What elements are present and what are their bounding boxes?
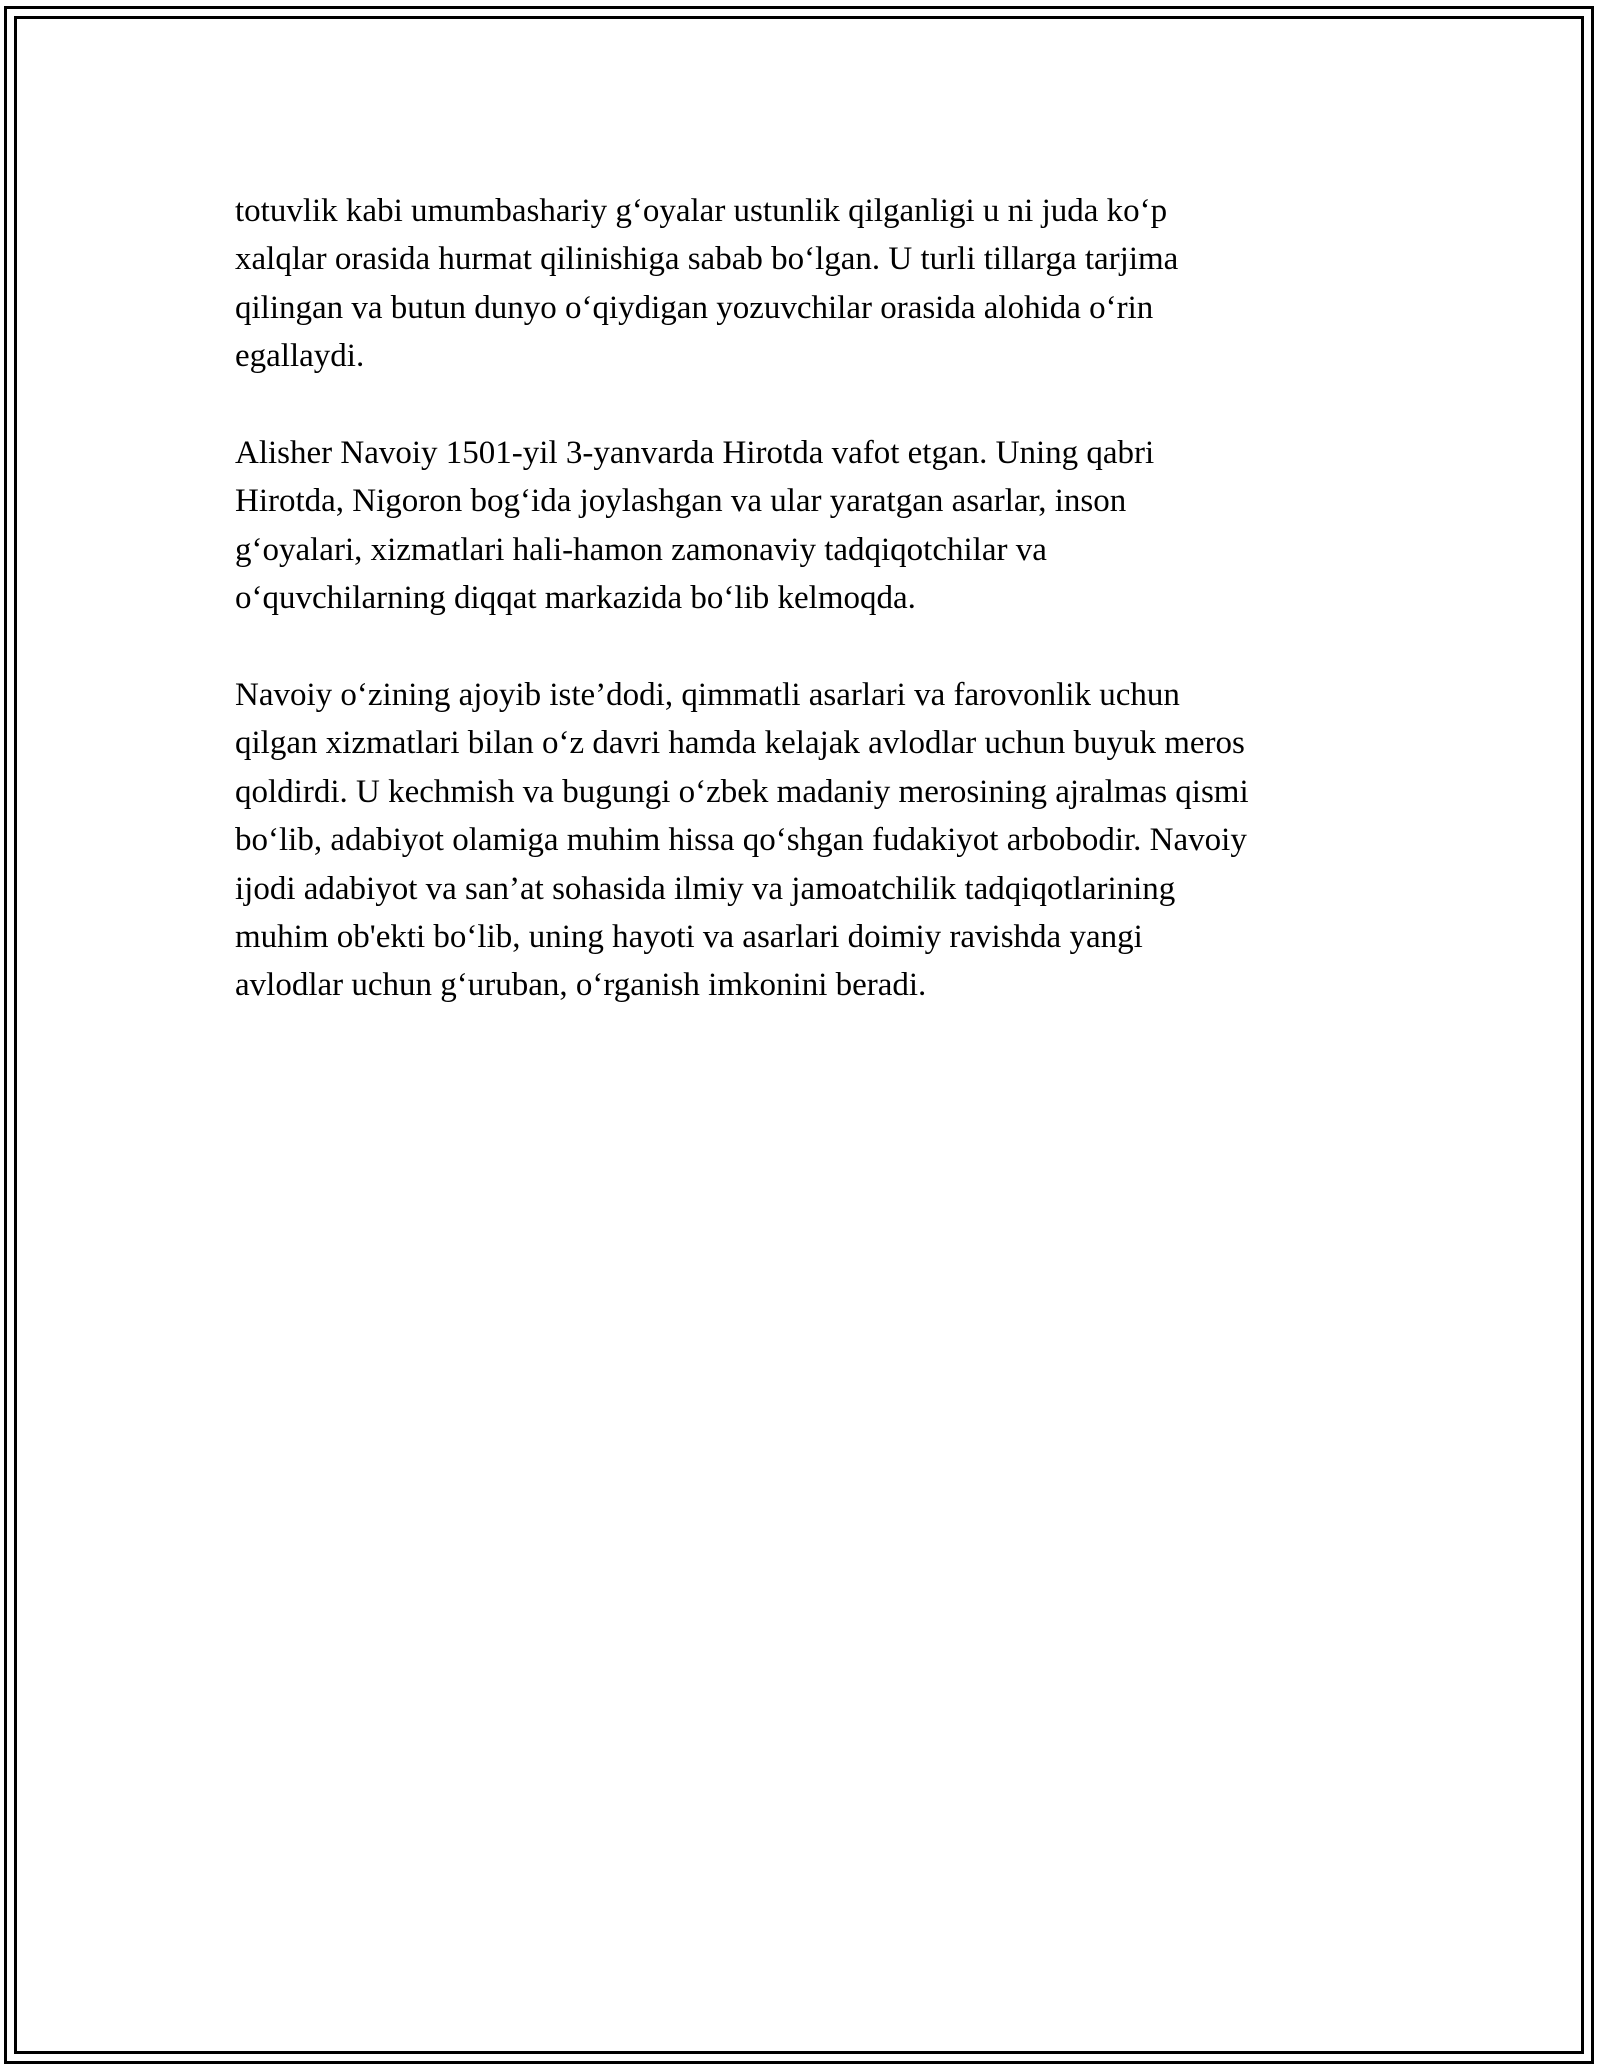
paragraph-2 xyxy=(235,429,1375,623)
text-line: bo‘lib, adabiyot olamiga muhim hissa qo‘shgan fudakiyot arbobodir. Navoiy xyxy=(235,822,1247,859)
document-body xyxy=(235,187,1375,1058)
text-line: Navoiy o‘zining ajoyib iste’dodi, qimmatli asarlari va farovonlik uchun xyxy=(235,677,1180,714)
text-line: Hirotda, Nigoron bog‘ida joylashgan va ular yaratgan asarlar, inson xyxy=(235,483,1127,520)
text-line: totuvlik kabi umumbashariy g‘oyalar ustunlik qilganligi u ni juda ko‘p xyxy=(235,193,1168,229)
text-line: egallaydi. xyxy=(235,338,365,375)
text-line: qoldirdi. U kechmish va bugungi o‘zbek madaniy merosining ajralmas qismi xyxy=(235,773,1249,810)
text-line: avlodlar uchun g‘uruban, o‘rganish imkonini beradi. xyxy=(235,967,927,1004)
text-line: Alisher Navoiy 1501-yil 3-yanvarda Hirotda vafot etgan. Uning qabri xyxy=(235,435,1155,472)
text-line: qilingan va butun dunyo o‘qiydigan yozuvchilar orasida alohida o‘rin xyxy=(235,289,1154,326)
text-line: qilgan xizmatlari bilan o‘z davri hamda kelajak avlodlar uchun buyuk meros xyxy=(235,725,1245,762)
text-line: ijodi adabiyot va san’at sohasida ilmiy va jamoatchilik tadqiqotlarining xyxy=(235,870,1176,907)
paragraph-3 xyxy=(235,671,1375,1010)
text-line: xalqlar orasida hurmat qilinishiga sabab bo‘lgan. U turli tillarga tarjima xyxy=(235,241,1179,278)
text-line: o‘quvchilarning diqqat markazida bo‘lib kelmoqda. xyxy=(235,580,916,617)
paragraph-1 xyxy=(235,187,1375,381)
text-line: g‘oyalari, xizmatlari hali-hamon zamonaviy tadqiqotchilar va xyxy=(235,531,1047,568)
text-line: muhim ob'ekti bo‘lib, uning hayoti va asarlari doimiy ravishda yangi xyxy=(235,919,1143,956)
